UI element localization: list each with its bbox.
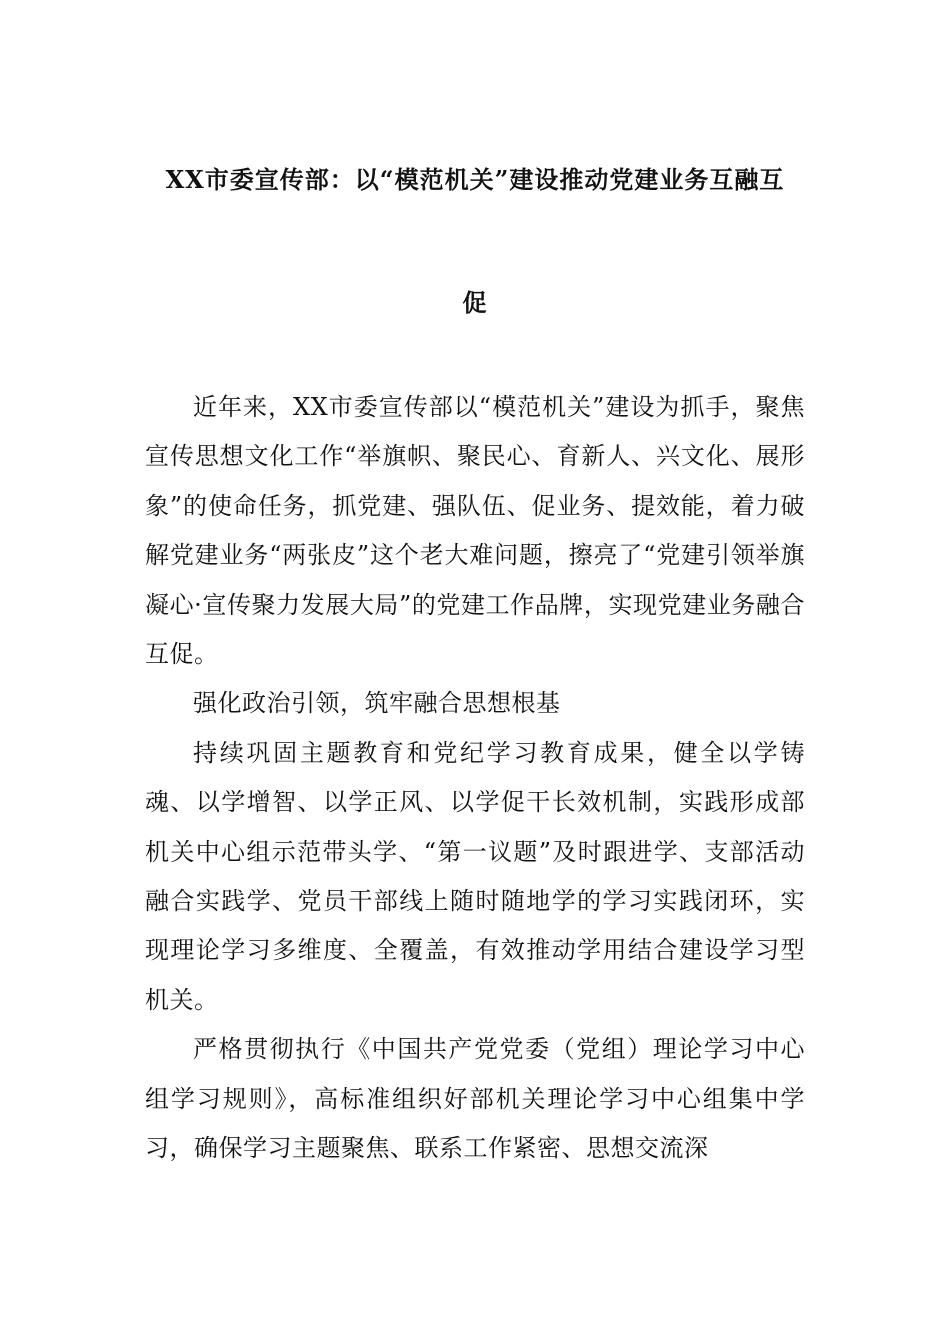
- document-title-line2: 促: [462, 288, 488, 317]
- paragraph-rules: 严格贯彻执行《中国共产党党委（党组）理论学习中心组学习规则》，高标准组织好部机关理论学习中心组集中学习，确保学习主题聚焦、联系工作紧密、思想交流深: [145, 1035, 805, 1163]
- section-heading: 强化政治引领，筑牢融合思想根基: [193, 689, 561, 718]
- document-body: [145, 383, 805, 1174]
- paragraph-intro: 近年来，XX市委宣传部以“模范机关”建设为抓手，聚焦宣传思想文化工作“举旗帜、聚民心、育新人、兴文化、展形象”的使命任务，抓党建、强队伍、促业务、提效能，着力破解党建业务“两张皮”这个老大难问题，擦亮了“党建引领举旗凝心·宣传聚力发展大局”的党建工作品牌，实现党建业务融合互促。: [145, 393, 805, 669]
- document-title-line1: XX市委宣传部：以“模范机关”建设推动党建业务互融互: [165, 165, 785, 194]
- paragraph-study: 持续巩固主题教育和党纪学习教育成果，健全以学铸魂、以学增智、以学正风、以学促干长效机制，实践形成部机关中心组示范带头学、“第一议题”及时跟进学、支部活动融合实践学、党员干部线上随时随地学的学习实践闭环，实现理论学习多维度、全覆盖，有效推动学用结合建设学习型机关。: [145, 738, 805, 1014]
